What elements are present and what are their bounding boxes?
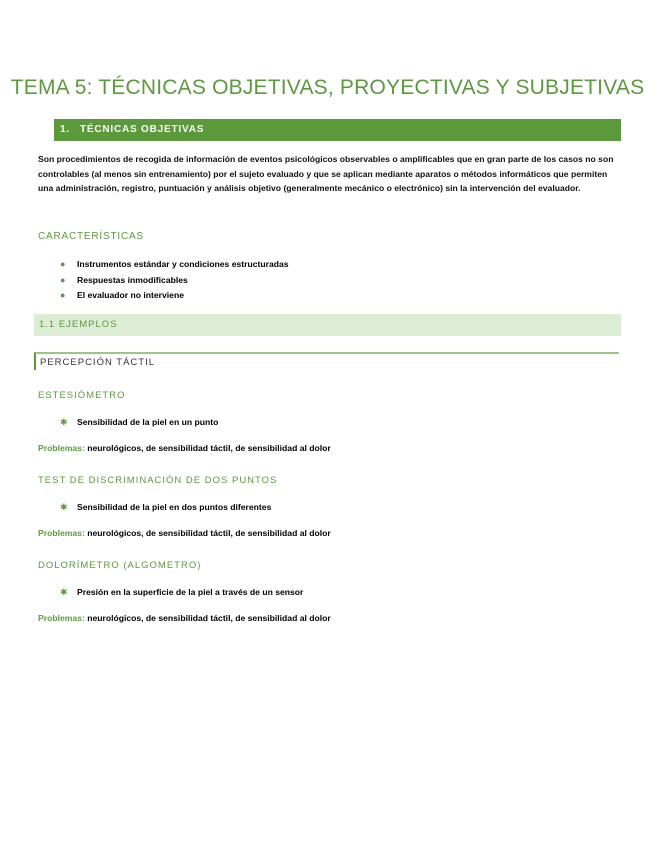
star-bullet-icon: ✱	[60, 502, 68, 512]
list-item: ✱ Presión en la superficie de la piel a través de un sensor	[60, 587, 304, 597]
estesiometro-heading: ESTESIÓMETRO	[38, 390, 126, 401]
list-item: ✱ Sensibilidad de la piel en un punto	[60, 417, 219, 427]
discriminacion-heading: TEST DE DISCRIMINACIÓN DE DOS PUNTOS	[38, 475, 278, 486]
bullet-icon: ●	[60, 290, 66, 300]
percepcion-tactil-heading: PERCEPCIÓN TÁCTIL	[34, 352, 619, 370]
section-number: 1.	[60, 124, 70, 135]
bullet-icon: ●	[60, 274, 66, 285]
section-label: TÉCNICAS OBJETIVAS	[79, 124, 205, 135]
star-bullet-icon: ✱	[60, 417, 68, 427]
caracteristicas-heading: CARACTERÍSTICAS	[38, 231, 144, 242]
ejemplos-heading: 1.1 EJEMPLOS	[34, 314, 621, 336]
dolorimetro-heading: DOLORÍMETRO (ALGOMETRO)	[38, 560, 202, 571]
problems-line: Problemas: neurológicos, de sensibilidad táctil, de sensibilidad al dolor	[38, 528, 331, 538]
list-item: ✱ Sensibilidad de la piel en dos puntos diferentes	[60, 502, 272, 512]
problems-line: Problemas: neurológicos, de sensibilidad táctil, de sensibilidad al dolor	[38, 443, 331, 453]
problems-line: Problemas: neurológicos, de sensibilidad táctil, de sensibilidad al dolor	[38, 613, 331, 623]
list-item: ● Respuestas inmodificables	[60, 273, 289, 289]
section-heading-tecnicas-objetivas	[54, 119, 621, 141]
caracteristicas-list	[60, 257, 289, 304]
bullet-icon: ●	[60, 259, 66, 269]
star-bullet-icon: ✱	[60, 587, 68, 597]
list-item: ● Instrumentos estándar y condiciones estructuradas	[60, 257, 289, 273]
list-item: ● El evaluador no interviene	[60, 288, 289, 304]
page-title: TEMA 5: TÉCNICAS OBJETIVAS, PROYECTIVAS Y SUBJETIVAS	[10, 76, 645, 99]
intro-paragraph: Son procedimientos de recogida de información de eventos psicológicos observables o amplificables que en gran parte de los casos no son controlables (al menos sin entrenamiento) por el sujeto evaluado y que se aplican mediante aparatos o métodos informáticos que permiten una administración, registro, puntuación y análisis objetivo (generalmente mecánico o electrónico) sin la intervención del evaluador.	[38, 154, 614, 194]
